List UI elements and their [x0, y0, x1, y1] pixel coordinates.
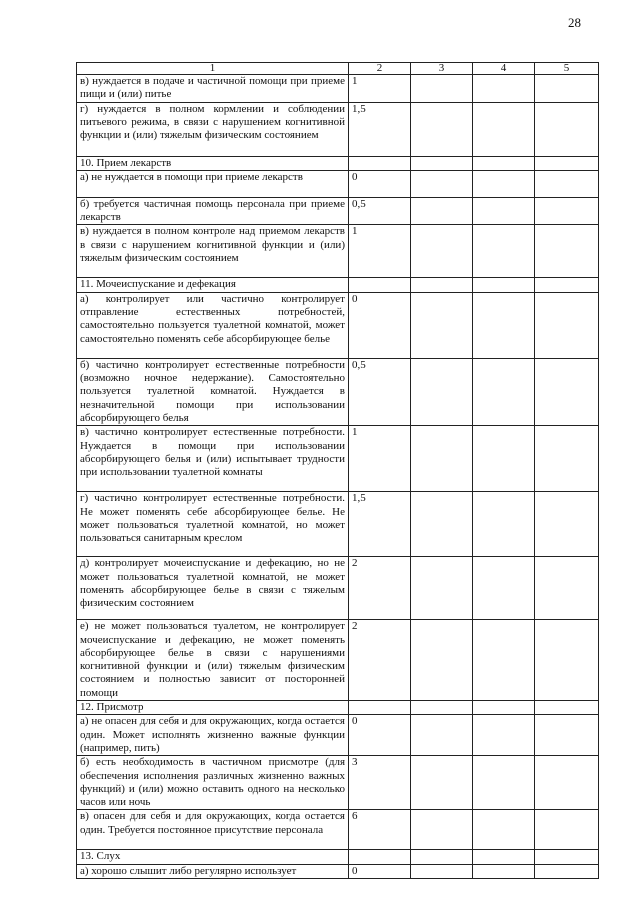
empty-cell-col-4: [473, 756, 535, 810]
score-cell: [349, 850, 411, 864]
empty-cell-col-5: [535, 864, 599, 878]
empty-cell-col-3: [411, 701, 473, 715]
item-description: г) частично контролирует естественные потребности. Не может поменять себе абсорбирующее белье. Не может пользоваться туалетной комнатой, но может пользоваться санитарным креслом: [77, 492, 349, 557]
section-title: 12. Присмотр: [77, 701, 349, 715]
header-col-3: 3: [411, 63, 473, 75]
empty-cell-col-4: [473, 715, 535, 756]
table-body: [77, 63, 599, 879]
table-row: [77, 715, 599, 756]
item-description: е) не может пользоваться туалетом, не контролирует мочеиспускание и дефекацию, не может поменять абсорбирующее белье в связи с нарушениями когнитивной функции и (или) тяжелым физическим состоянием и полностью зависит от посторонней помощи: [77, 620, 349, 701]
empty-cell-col-5: [535, 156, 599, 170]
item-description: в) нуждается в подаче и частичной помощи при приеме пищи и (или) питье: [77, 75, 349, 103]
empty-cell-col-5: [535, 620, 599, 701]
empty-cell-col-4: [473, 557, 535, 620]
item-description: а) не нуждается в помощи при приеме лекарств: [77, 170, 349, 197]
empty-cell-col-3: [411, 358, 473, 425]
item-description: а) хорошо слышит либо регулярно использует: [77, 864, 349, 878]
table-row: [77, 358, 599, 425]
score-cell: 2: [349, 557, 411, 620]
item-description: б) есть необходимость в частичном присмотре (для обеспечения исполнения различных жизненно важных функций) и (или) можно оставить одного на несколько часов или ночь: [77, 756, 349, 810]
empty-cell-col-4: [473, 810, 535, 850]
empty-cell-col-5: [535, 102, 599, 156]
empty-cell-col-4: [473, 197, 535, 225]
item-description: г) нуждается в полном кормлении и соблюдении питьевого режима, в связи с нарушением когнитивной функции и (или) тяжелым физическим состоянием: [77, 102, 349, 156]
table-row: [77, 620, 599, 701]
empty-cell-col-3: [411, 715, 473, 756]
score-cell: 3: [349, 756, 411, 810]
header-col-4: 4: [473, 63, 535, 75]
score-cell: 2: [349, 620, 411, 701]
section-title: 13. Слух: [77, 850, 349, 864]
score-cell: 0,5: [349, 197, 411, 225]
empty-cell-col-5: [535, 292, 599, 358]
empty-cell-col-4: [473, 102, 535, 156]
empty-cell-col-5: [535, 850, 599, 864]
table-row: [77, 810, 599, 850]
table-row: [77, 756, 599, 810]
score-cell: 1: [349, 75, 411, 103]
item-description: а) не опасен для себя и для окружающих, когда остается один. Может исполнять жизненно важные функции (например, пить): [77, 715, 349, 756]
table-row: [77, 864, 599, 878]
assessment-table: [76, 62, 599, 879]
item-description: в) нуждается в полном контроле над приемом лекарств в связи с нарушением когнитивной функции и (или) тяжелым физическим состоянием: [77, 225, 349, 278]
empty-cell-col-3: [411, 810, 473, 850]
score-cell: 0,5: [349, 358, 411, 425]
empty-cell-col-3: [411, 557, 473, 620]
empty-cell-col-5: [535, 358, 599, 425]
empty-cell-col-5: [535, 810, 599, 850]
empty-cell-col-5: [535, 170, 599, 197]
empty-cell-col-4: [473, 75, 535, 103]
section-row: [77, 278, 599, 292]
empty-cell-col-5: [535, 75, 599, 103]
empty-cell-col-4: [473, 850, 535, 864]
empty-cell-col-3: [411, 426, 473, 492]
item-description: а) контролирует или частично контролирует отправление естественных потребностей, самостоятельно пользуется туалетной комнатой, может самостоятельно поменять себе абсорбирующее белье: [77, 292, 349, 358]
table-row: [77, 492, 599, 557]
score-cell: [349, 278, 411, 292]
table-row: [77, 170, 599, 197]
empty-cell-col-4: [473, 278, 535, 292]
empty-cell-col-5: [535, 557, 599, 620]
empty-cell-col-4: [473, 701, 535, 715]
score-cell: 1,5: [349, 492, 411, 557]
empty-cell-col-4: [473, 426, 535, 492]
table-row: [77, 225, 599, 278]
empty-cell-col-5: [535, 715, 599, 756]
empty-cell-col-3: [411, 278, 473, 292]
empty-cell-col-4: [473, 292, 535, 358]
empty-cell-col-3: [411, 170, 473, 197]
item-description: б) требуется частичная помощь персонала при приеме лекарств: [77, 197, 349, 225]
section-row: [77, 850, 599, 864]
item-description: б) частично контролирует естественные потребности (возможно ночное недержание). Самостоятельно пользуется туалетной комнатой. Нуждается в незначительной помощи при использовании абсорбирующего белья: [77, 358, 349, 425]
section-title: 10. Прием лекарств: [77, 156, 349, 170]
page-number: 28: [568, 15, 581, 30]
section-title: 11. Мочеиспускание и дефекация: [77, 278, 349, 292]
table-row: [77, 75, 599, 103]
table-row: [77, 197, 599, 225]
empty-cell-col-4: [473, 620, 535, 701]
score-cell: [349, 701, 411, 715]
empty-cell-col-4: [473, 492, 535, 557]
empty-cell-col-5: [535, 426, 599, 492]
score-cell: [349, 156, 411, 170]
header-col-2: 2: [349, 63, 411, 75]
table-row: [77, 292, 599, 358]
empty-cell-col-5: [535, 756, 599, 810]
empty-cell-col-4: [473, 225, 535, 278]
empty-cell-col-3: [411, 156, 473, 170]
empty-cell-col-3: [411, 102, 473, 156]
empty-cell-col-3: [411, 292, 473, 358]
empty-cell-col-5: [535, 197, 599, 225]
empty-cell-col-4: [473, 864, 535, 878]
empty-cell-col-3: [411, 620, 473, 701]
empty-cell-col-3: [411, 756, 473, 810]
empty-cell-col-5: [535, 701, 599, 715]
empty-cell-col-3: [411, 864, 473, 878]
score-cell: 1: [349, 426, 411, 492]
table-row: [77, 557, 599, 620]
item-description: в) частично контролирует естественные потребности. Нуждается в помощи при использовании абсорбирующего белья и (или) испытывает трудности при использовании туалетной комнаты: [77, 426, 349, 492]
empty-cell-col-3: [411, 492, 473, 557]
empty-cell-col-4: [473, 358, 535, 425]
header-col-1: 1: [77, 63, 349, 75]
item-description: д) контролирует мочеиспускание и дефекацию, но не может пользоваться туалетной комнатой, не может поменять абсорбирующее белье в связи с тяжелым физическим состоянием: [77, 557, 349, 620]
score-cell: 6: [349, 810, 411, 850]
score-cell: 0: [349, 715, 411, 756]
header-row: [77, 63, 599, 75]
item-description: в) опасен для себя и для окружающих, когда остается один. Требуется постоянное присутствие персонала: [77, 810, 349, 850]
empty-cell-col-5: [535, 225, 599, 278]
section-row: [77, 156, 599, 170]
score-cell: 0: [349, 864, 411, 878]
header-col-5: 5: [535, 63, 599, 75]
empty-cell-col-4: [473, 170, 535, 197]
section-row: [77, 701, 599, 715]
score-cell: 1: [349, 225, 411, 278]
empty-cell-col-3: [411, 197, 473, 225]
score-cell: 1,5: [349, 102, 411, 156]
empty-cell-col-5: [535, 278, 599, 292]
empty-cell-col-4: [473, 156, 535, 170]
table-row: [77, 426, 599, 492]
table-row: [77, 102, 599, 156]
empty-cell-col-3: [411, 850, 473, 864]
score-cell: 0: [349, 292, 411, 358]
empty-cell-col-3: [411, 225, 473, 278]
empty-cell-col-3: [411, 75, 473, 103]
empty-cell-col-5: [535, 492, 599, 557]
score-cell: 0: [349, 170, 411, 197]
